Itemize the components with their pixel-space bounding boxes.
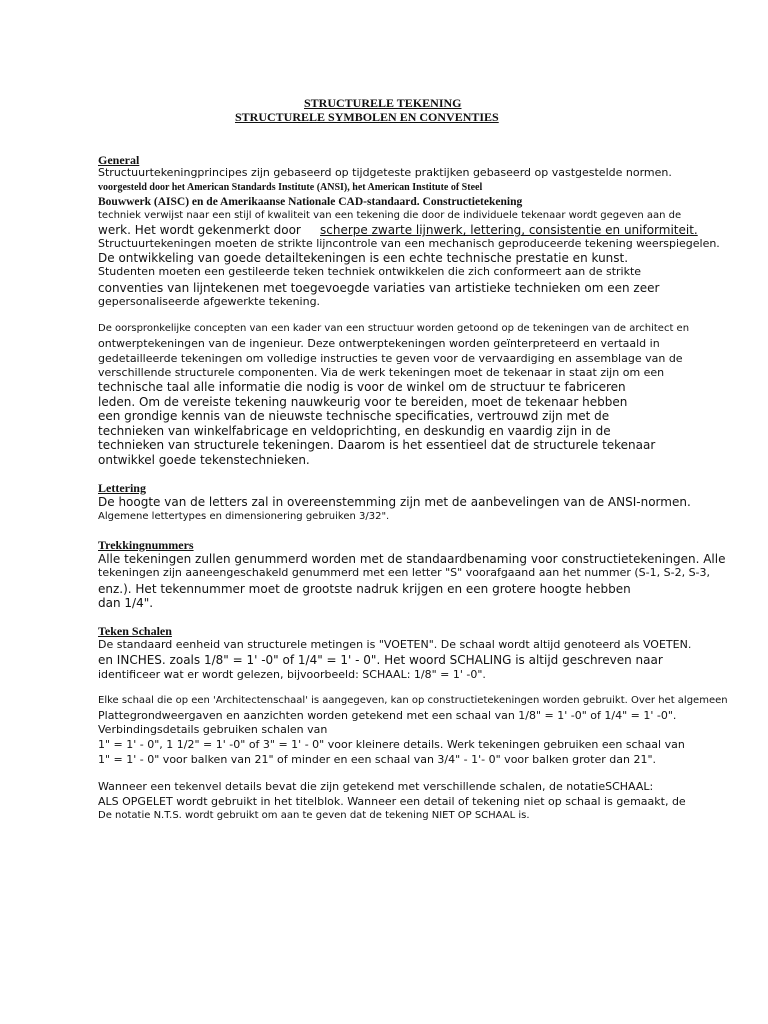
paragraph-line: identificeer wat er wordt gelezen, bijvoorbeeld: SCHAAL: 1/8" = 1' -0".	[98, 668, 486, 681]
paragraph-line: De notatie N.T.S. wordt gebruikt om aan te geven dat de tekening NIET OP SCHAAL is.	[98, 810, 530, 821]
paragraph-line: 1" = 1' - 0" voor balken van 21" of minder en een schaal van 3/4" - 1'- 0" voor balken groter dan 21".	[98, 753, 657, 766]
section-heading-trekkingnummers: Trekkingnummers	[98, 538, 194, 552]
paragraph-line: werk. Het wordt gekenmerkt door	[98, 223, 301, 237]
paragraph-line: techniek verwijst naar een stijl of kwaliteit van een tekening die door de individuele tekenaar wordt gegeven aan de	[98, 210, 682, 221]
paragraph-line: Algemene lettertypes en dimensionering gebruiken 3/32".	[98, 511, 390, 522]
paragraph-line: Elke schaal die op een 'Architectenschaal' is aangegeven, kan op constructietekeningen worden gebruikt. Over het algemeen	[98, 695, 728, 706]
doc-title: STRUCTURELE TEKENING	[304, 96, 462, 110]
paragraph-line: leden. Om de vereiste tekening nauwkeurig voor te bereiden, moet de tekenaar hebben	[98, 395, 628, 409]
doc-subtitle: STRUCTURELE SYMBOLEN EN CONVENTIES	[235, 110, 499, 124]
paragraph-line: Studenten moeten een gestileerde teken techniek ontwikkelen die zich conformeert aan de strikte	[98, 265, 642, 278]
paragraph-line: verschillende structurele componenten. Via de werk tekeningen moet de tekenaar in staat zijn om een	[98, 366, 665, 379]
paragraph-line: De hoogte van de letters zal in overeenstemming zijn met de aanbevelingen van de ANSI-normen.	[98, 495, 691, 509]
paragraph-line: Structuurtekeningen moeten de strikte lijncontrole van een mechanisch geproduceerde tekening weerspiegelen.	[98, 237, 720, 250]
paragraph-line: gepersonaliseerde afgewerkte tekening.	[98, 295, 321, 308]
paragraph-line: een grondige kennis van de nieuwste technische specificaties, vertrouwd zijn met de	[98, 409, 610, 423]
paragraph-line: enz.). Het tekennummer moet de grootste nadruk krijgen en een grotere hoogte hebben	[98, 582, 631, 596]
paragraph-line: ontwikkel goede tekenstechnieken.	[98, 453, 310, 467]
paragraph-line: Alle tekeningen zullen genummerd worden met de standaardbenaming voor constructietekeningen. Alle	[98, 552, 726, 566]
section-heading-teken-schalen: Teken Schalen	[98, 624, 172, 638]
paragraph-line: tekeningen zijn aaneengeschakeld genummerd met een letter "S" voorafgaand aan het nummer (S-1, S-2, S-3,	[98, 566, 711, 579]
paragraph-line: technieken van winkelfabricage en veldoprichting, en deskundig en vaardig zijn in de	[98, 424, 611, 438]
paragraph-line: De standaard eenheid van structurele metingen is "VOETEN". De schaal wordt altijd genoteerd als VOETEN.	[98, 638, 692, 651]
paragraph-line: technieken van structurele tekeningen. Daarom is het essentieel dat de structurele tekenaar	[98, 438, 656, 452]
paragraph-line: ontwerptekeningen van de ingenieur. Deze ontwerptekeningen worden geïnterpreteerd en vertaald in	[98, 337, 660, 350]
paragraph-line: Bouwwerk (AISC) en de Amerikaanse Nationale CAD-standaard. Constructietekening	[98, 196, 523, 208]
paragraph-line: 1" = 1' - 0", 1 1/2" = 1' -0" of 3" = 1' - 0" voor kleinere details. Werk tekeningen gebruiken een schaal van	[98, 738, 685, 751]
paragraph-line: gedetailleerde tekeningen om volledige instructies te geven voor de vervaardiging en assemblage van de	[98, 352, 683, 365]
paragraph-line: en INCHES. zoals 1/8" = 1' -0" of 1/4" = 1' - 0". Het woord SCHALING is altijd geschreven naar	[98, 653, 663, 667]
paragraph-line: conventies van lijntekenen met toegevoegde variaties van artistieke technieken om een zeer	[98, 281, 660, 295]
section-heading-lettering: Lettering	[98, 481, 146, 495]
paragraph-line: dan 1/4".	[98, 596, 154, 610]
paragraph-line: Structuurtekeningprincipes zijn gebaseerd op tijdgeteste praktijken gebaseerd op vastgestelde normen.	[98, 166, 672, 179]
paragraph-line: Verbindingsdetails gebruiken schalen van	[98, 723, 328, 736]
paragraph-line: voorgesteld door het American Standards Institute (ANSI), het American Institute of Steel	[98, 182, 483, 193]
paragraph-line: Plattegrondweergaven en aanzichten worden getekend met een schaal van 1/8" = 1' -0" of 1/4" = 1' -0".	[98, 709, 677, 722]
paragraph-line: Wanneer een tekenvel details bevat die zijn getekend met verschillende schalen, de notatieSCHAAL:	[98, 780, 654, 793]
paragraph-line-underlined: scherpe zwarte lijnwerk, lettering, consistentie en uniformiteit.	[320, 223, 698, 237]
paragraph-line: ALS OPGELET wordt gebruikt in het titelblok. Wanneer een detail of tekening niet op schaal is gemaakt, de	[98, 795, 686, 808]
paragraph-line: De ontwikkeling van goede detailtekeningen is een echte technische prestatie en kunst.	[98, 251, 629, 265]
paragraph-line: De oorspronkelijke concepten van een kader van een structuur worden getoond op de tekeningen van de architect en	[98, 323, 690, 334]
paragraph-line: technische taal alle informatie die nodig is voor de winkel om de structuur te fabriceren	[98, 380, 626, 394]
section-heading-general: General	[98, 153, 140, 167]
